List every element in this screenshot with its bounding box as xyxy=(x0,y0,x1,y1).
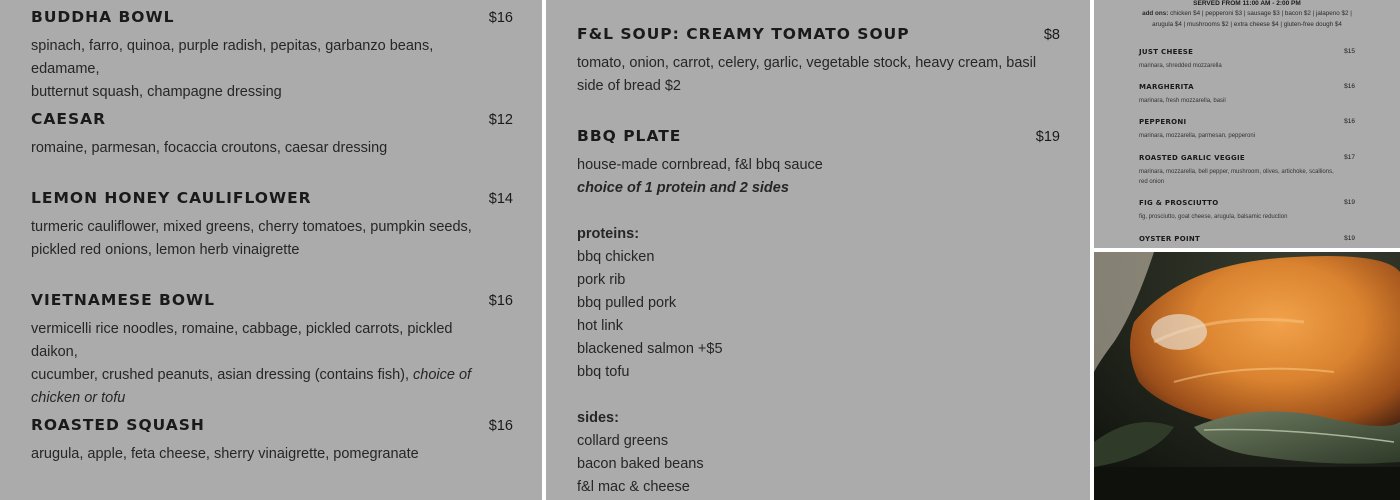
item-price: $8 xyxy=(1043,27,1060,43)
item-name: ROASTED SQUASH xyxy=(31,416,205,434)
pizza-price: $15 xyxy=(1344,48,1355,55)
label-text: proteins: xyxy=(577,226,640,242)
desc-line: spinach, farro, quinoa, purple radish, pepitas, garbanzo beans, edamame, xyxy=(31,38,434,77)
pizza-item-header xyxy=(1139,118,1355,126)
item-name: F&L SOUP: CREAMY TOMATO SOUP xyxy=(577,25,910,43)
item-description xyxy=(31,443,501,466)
desc-line: pickled red onions, lemon herb vinaigrette xyxy=(31,242,300,258)
desc-line: tomato, onion, carrot, celery, garlic, vegetable stock, heavy cream, basil xyxy=(577,55,1037,71)
desc-line xyxy=(31,387,501,410)
protein-list xyxy=(577,246,1047,384)
desc-italic: choice of xyxy=(413,367,472,383)
choice-note: choice of 1 protein and 2 sides xyxy=(577,180,789,196)
list-item: collard greens xyxy=(577,433,669,449)
item-price: $14 xyxy=(488,191,513,207)
list-item: bbq tofu xyxy=(577,364,630,380)
food-photo xyxy=(1094,252,1400,500)
item-description xyxy=(31,216,501,262)
pizza-price: $16 xyxy=(1344,118,1355,125)
desc-line: marinara, mozzarella, bell pepper, mushroom, olives, artichoke, scallions, xyxy=(1139,169,1334,175)
item-name: BBQ PLATE xyxy=(577,127,682,145)
item-description xyxy=(31,35,501,104)
spacer xyxy=(577,200,1047,223)
menu-item-header xyxy=(577,25,1060,43)
item-price: $12 xyxy=(488,112,513,128)
sides-label xyxy=(577,407,1047,430)
item-name: VIETNAMESE BOWL xyxy=(31,291,216,309)
pizza-item-header xyxy=(1139,48,1355,56)
pizza-desc: fig, prosciutto, goat cheese, arugula, balsamic reduction xyxy=(1139,214,1288,220)
pizza-name: PEPPERONI xyxy=(1139,118,1187,126)
desc-line: romaine, parmesan, focaccia croutons, caesar dressing xyxy=(31,140,388,156)
proteins-label xyxy=(577,223,1047,246)
menu-item-header xyxy=(31,8,513,26)
pizza-price: $16 xyxy=(1344,83,1355,90)
pizza-name: JUST CHEESE xyxy=(1139,48,1194,56)
item-name: CAESAR xyxy=(31,110,107,128)
desc-line: red onion xyxy=(1139,179,1165,185)
desc-line xyxy=(577,177,1047,200)
desc-line: butternut squash, champagne dressing xyxy=(31,84,282,100)
pizza-menu-thumbnail xyxy=(1094,0,1400,248)
pizza-price: $17 xyxy=(1344,154,1355,161)
pizza-desc xyxy=(1139,167,1339,187)
menu-item-header xyxy=(31,189,513,207)
list-item: bbq pulled pork xyxy=(577,295,677,311)
addons-line: arugula $4 | mushrooms $2 | extra cheese $4 | gluten-free dough $4 xyxy=(1152,21,1342,28)
pizza-item-header xyxy=(1139,235,1355,243)
addons-text xyxy=(1110,8,1384,30)
menu-item-header xyxy=(31,416,513,434)
item-description xyxy=(31,137,501,160)
menu-item-header xyxy=(31,110,513,128)
sides-list xyxy=(577,430,1047,499)
desc-line: vermicelli rice noodles, romaine, cabbage, pickled carrots, pickled daikon, xyxy=(31,321,453,360)
spacer xyxy=(577,384,1047,407)
pizza-item-header xyxy=(1139,199,1355,207)
desc-text: cucumber, crushed peanuts, asian dressing (contains fish), xyxy=(31,367,414,383)
menu-item-header xyxy=(31,291,513,309)
item-price: $16 xyxy=(488,10,513,26)
desc-line: side of bread $2 xyxy=(577,78,681,94)
addons-label: add ons: xyxy=(1142,10,1169,17)
list-item: bbq chicken xyxy=(577,249,655,265)
list-item: blackened salmon +$5 xyxy=(577,341,723,357)
pizza-name: FIG & PROSCIUTTO xyxy=(1139,199,1219,207)
menu-item-header xyxy=(577,127,1060,145)
item-description xyxy=(577,154,1047,499)
pizza-name: MARGHERITA xyxy=(1139,83,1194,91)
pizza-name: OYSTER POINT xyxy=(1139,235,1201,243)
desc-italic: chicken or tofu xyxy=(31,390,126,406)
roasted-chicken-image xyxy=(1094,252,1400,500)
item-price: $16 xyxy=(488,293,513,309)
menu-panel-soup-bbq xyxy=(546,0,1090,500)
list-item: f&l mac & cheese xyxy=(577,479,690,495)
served-hours: SERVED FROM 11:00 AM - 2:00 PM xyxy=(1193,0,1301,7)
addons-line xyxy=(1110,8,1384,19)
pizza-price: $19 xyxy=(1344,199,1355,206)
list-item: pork rib xyxy=(577,272,626,288)
pizza-desc: marinara, mozzarella, parmesan, pepperoni xyxy=(1139,133,1256,139)
addons-values: chicken $4 | pepperoni $3 | sausage $3 | bacon $2 | jalapeno $2 | xyxy=(1168,10,1352,17)
menu-panel-salads xyxy=(0,0,542,500)
desc-line xyxy=(31,364,501,387)
pizza-name: ROASTED GARLIC VEGGIE xyxy=(1139,154,1245,162)
item-description xyxy=(31,318,501,410)
desc-line: house-made cornbread, f&l bbq sauce xyxy=(577,157,823,173)
item-name: LEMON HONEY CAULIFLOWER xyxy=(31,189,312,207)
pizza-price: $19 xyxy=(1344,235,1355,242)
list-item: bacon baked beans xyxy=(577,456,704,472)
item-name: BUDDHA BOWL xyxy=(31,8,175,26)
desc-line: turmeric cauliflower, mixed greens, cherry tomatoes, pumpkin seeds, xyxy=(31,219,472,235)
pizza-item-header xyxy=(1139,83,1355,91)
desc-line: arugula, apple, feta cheese, sherry vinaigrette, pomegranate xyxy=(31,446,419,462)
item-price: $19 xyxy=(1035,129,1060,145)
pizza-item-header xyxy=(1139,154,1355,162)
label-text: sides: xyxy=(577,410,619,426)
list-item: hot link xyxy=(577,318,623,334)
pizza-desc: marinara, shredded mozzarella xyxy=(1139,63,1222,69)
item-price: $16 xyxy=(488,418,513,434)
pizza-desc: marinara, fresh mozzarella, basil xyxy=(1139,98,1226,104)
item-description xyxy=(577,52,1047,98)
